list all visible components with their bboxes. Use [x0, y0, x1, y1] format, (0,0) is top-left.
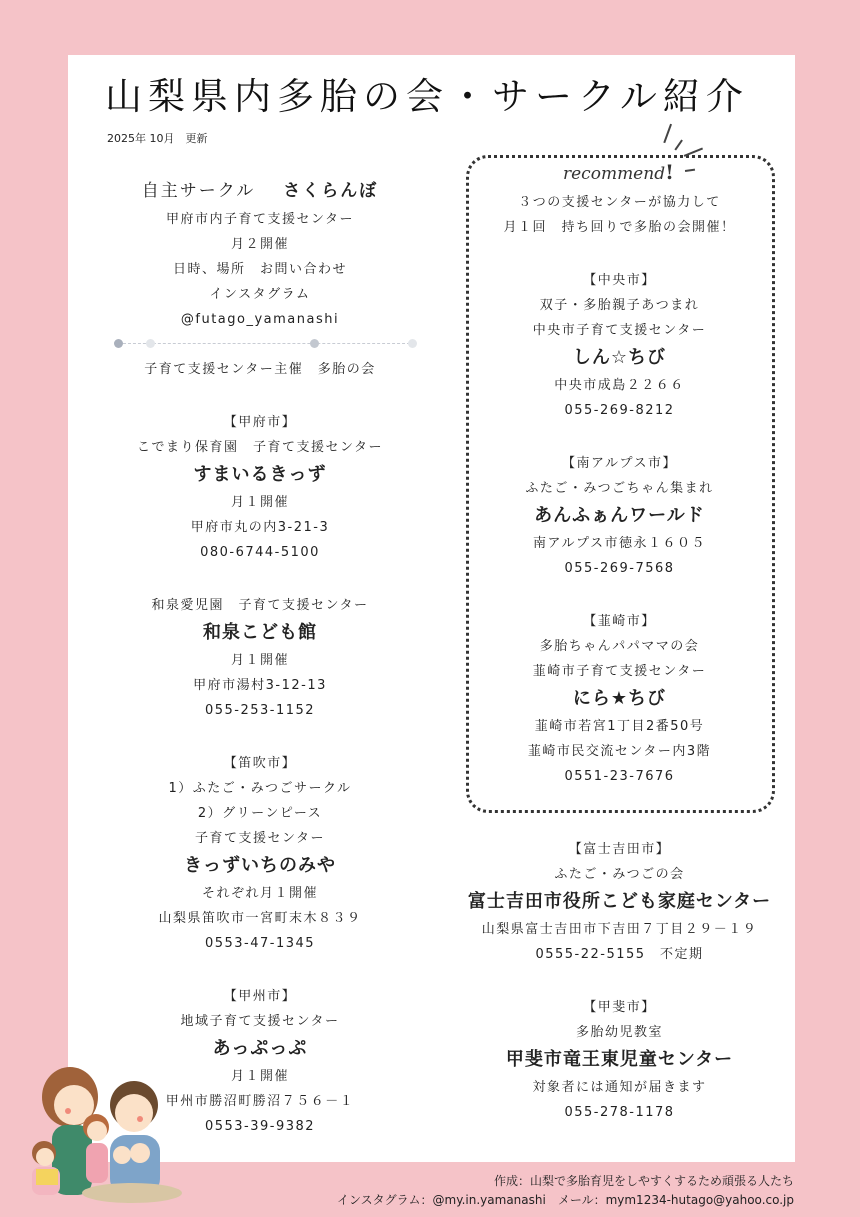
info-line: それぞれ月１開催 — [201, 886, 318, 901]
updated-date: 2025年 10月 更新 — [107, 132, 208, 145]
info-line: 【笛吹市】 — [223, 756, 297, 771]
info-line: 子育て支援センター — [195, 831, 325, 846]
info-line: こでまり保育園 子育て支援センター — [137, 440, 383, 455]
group-name: あんふぁんワールド — [534, 505, 705, 526]
info-line: 韮崎市若宮1丁目2番50号 — [534, 719, 705, 734]
info-line: 0555-22-5155 不定期 — [535, 947, 704, 962]
group-name: にら★ちび — [572, 688, 667, 709]
info-line: 【中央市】 — [583, 273, 656, 288]
group-name: きっずいちのみや — [184, 855, 336, 876]
info-line: 2）グリーンピース — [197, 806, 323, 821]
group-name: 富士吉田市役所こども家庭センター — [467, 891, 772, 912]
group-name: 和泉こども館 — [203, 622, 317, 643]
info-line: ふたご・みつごの会 — [554, 867, 685, 882]
info-line: @futago_yamanashi — [180, 312, 340, 327]
info-line: 山梨県富士吉田市下吉田７丁目２９－１９ — [481, 922, 758, 937]
info-line: 【甲斐市】 — [583, 1000, 656, 1015]
info-line: 月１開催 — [230, 653, 289, 668]
info-line: 0551-23-7676 — [564, 769, 675, 784]
group-name: すまいるきっず — [193, 464, 327, 485]
divider — [100, 332, 420, 356]
group-section — [100, 410, 420, 565]
info-line: 山梨県笛吹市一宮町末木８３９ — [158, 911, 362, 926]
info-line: 月１開催 — [230, 1069, 289, 1084]
recommend-intro — [456, 190, 783, 240]
group-name: しん☆ちび — [572, 347, 667, 368]
info-line: 韮崎市民交流センター内3階 — [527, 744, 712, 759]
info-line: 月２開催 — [230, 237, 289, 252]
info-line: 甲府市湯村3-12-13 — [193, 678, 327, 693]
group-section — [456, 609, 783, 789]
exclamation-mark: ! — [665, 160, 674, 184]
info-line: 対象者には通知が届きます — [532, 1080, 707, 1095]
info-line: 【甲州市】 — [223, 989, 297, 1004]
info-line: 月１開催 — [230, 495, 289, 510]
info-line: 日時、場所 お問い合わせ — [172, 262, 347, 277]
info-line: 055-253-1152 — [204, 703, 316, 718]
info-line: 【韮崎市】 — [583, 614, 656, 629]
info-line: インスタグラム — [209, 287, 311, 302]
group-section — [100, 751, 420, 956]
info-line: 甲府市丸の内3-21-3 — [190, 520, 330, 535]
footer — [337, 1172, 794, 1210]
info-line: 和泉愛児園 子育て支援センター — [151, 598, 369, 613]
recommend-label: recommend — [563, 164, 666, 184]
group-section — [100, 593, 420, 723]
recommend-badge — [563, 160, 674, 186]
info-line: 双子・多胎親子あつまれ — [539, 298, 700, 313]
info-line: 080-6744-5100 — [200, 545, 320, 560]
info-line: 055-278-1178 — [564, 1105, 675, 1120]
info-line: 多胎幼児教室 — [575, 1025, 663, 1040]
info-line: 甲州市勝沼町勝沼７５６－１ — [165, 1094, 355, 1109]
group-section — [456, 268, 783, 423]
info-line: 南アルプス市徳永１６０５ — [533, 536, 706, 551]
group-section — [456, 837, 783, 967]
info-line: ３つの支援センターが協力して — [518, 195, 721, 210]
footer-credit: 作成：山梨で多胎育児をしやすくするため頑張る人たち — [493, 1174, 794, 1188]
info-line: 0553-47-1345 — [204, 936, 316, 951]
info-line: 多胎ちゃんパパママの会 — [539, 639, 700, 654]
info-line: ふたご・みつごちゃん集まれ — [525, 481, 714, 496]
info-line: 1）ふたご・みつごサークル — [168, 781, 352, 796]
info-line: 0553-39-9382 — [204, 1119, 316, 1134]
section-subtitle: 子育て支援センター主催 多胎の会 — [144, 362, 376, 377]
sakuranbo-header — [100, 176, 420, 206]
info-line: 中央市成島２２６６ — [554, 378, 685, 393]
info-line: 055-269-7568 — [564, 561, 675, 576]
circle-name: さくらんぼ — [283, 181, 379, 201]
info-line: 中央市子育て支援センター — [532, 323, 707, 338]
info-line: 【南アルプス市】 — [562, 456, 677, 471]
sakuranbo-info — [100, 207, 420, 332]
info-line: 055-269-8212 — [564, 403, 675, 418]
info-line: 甲府市内子育て支援センター — [166, 212, 354, 227]
page-title: 山梨県内多胎の会・サークル紹介 — [105, 75, 749, 118]
group-section — [456, 995, 783, 1125]
group-name: 甲斐市竜王東児童センター — [505, 1049, 734, 1070]
info-line: 【富士吉田市】 — [568, 842, 671, 857]
family-illustration — [22, 1055, 192, 1205]
left-column — [100, 176, 420, 1139]
right-column — [456, 190, 783, 1125]
group-section — [456, 451, 783, 581]
group-name: あっぷっぷ — [212, 1038, 308, 1059]
footer-contact[interactable]: インスタグラム：@my.in.yamanashi メール：mym1234-hutago@yahoo.co.jp — [337, 1193, 794, 1207]
info-line: 地域子育て支援センター — [180, 1014, 340, 1029]
info-line: 月１回 持ち回りで多胎の会開催！ — [503, 220, 736, 235]
circle-type-label: 自主サークル — [141, 181, 256, 201]
info-line: 韮崎市子育て支援センター — [532, 664, 707, 679]
info-line: 【甲府市】 — [223, 415, 297, 430]
